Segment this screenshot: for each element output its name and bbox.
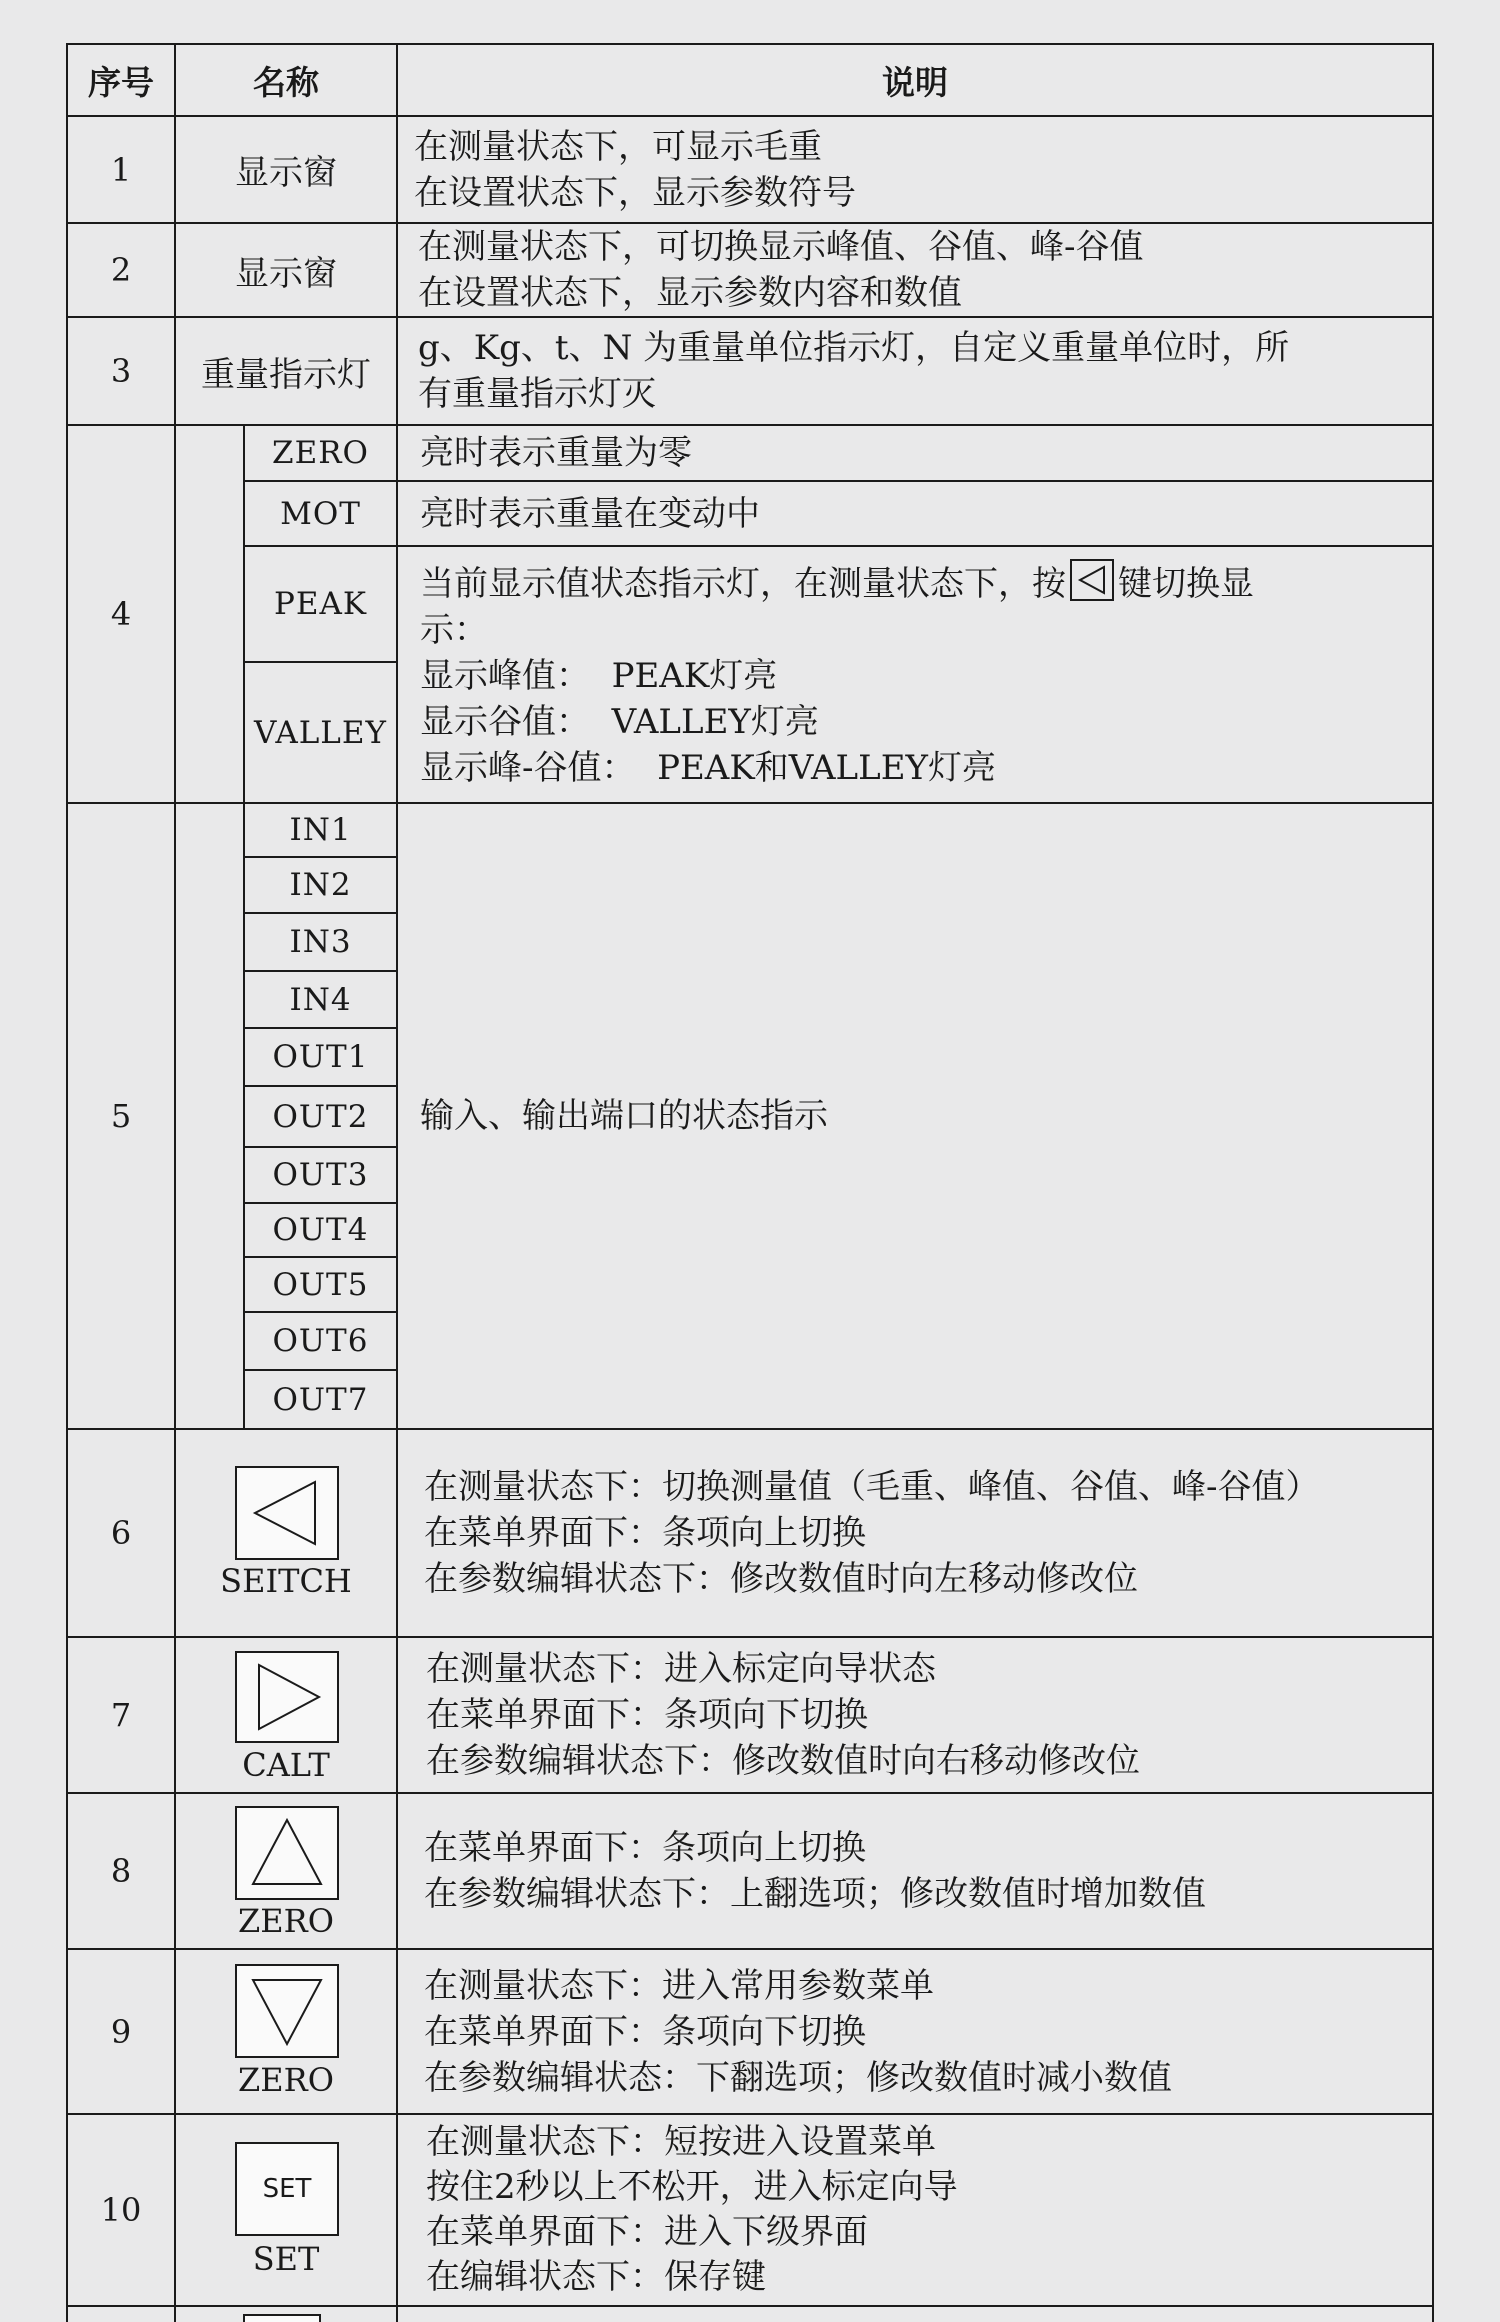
row-8-key-label: ZERO [238, 1902, 334, 1940]
row-6-key-label: SEITCH [220, 1562, 352, 1600]
port-in4: IN4 [289, 981, 352, 1018]
row-6-line-1: 在测量状态下：切换测量值（毛重、峰值、谷值、峰-谷值） [424, 1467, 1320, 1507]
peak-valley-line-4: 显示谷值： VALLEY灯亮 [420, 701, 819, 742]
port-in3: IN3 [289, 924, 352, 960]
row-7-index: 7 [110, 1696, 132, 1734]
set-key [235, 2142, 339, 2236]
row-1-index: 1 [110, 150, 132, 189]
row-10-description [426, 2115, 958, 2305]
row-4-index: 4 [110, 595, 132, 633]
row-2-line-1: 在测量状态下，可切换显示峰值、谷值、峰-谷值 [418, 227, 1144, 267]
peak-valley-line-1 [420, 559, 1254, 607]
row-7-line-3: 在参数编辑状态下：修改数值时向右移动修改位 [426, 1741, 1140, 1781]
peak-valley-line-3: 显示峰值： PEAK灯亮 [420, 655, 778, 696]
indicator-mot: MOT [280, 495, 361, 532]
row-7-key-label: CALT [242, 1746, 330, 1784]
row-8-line-2: 在参数编辑状态下：上翻选项；修改数值时增加数值 [424, 1874, 1206, 1914]
row-3-name: 重量指示灯 [201, 354, 371, 395]
peak-valley-description [420, 547, 1254, 802]
indicator-mot-description [420, 482, 760, 545]
port-out1: OUT1 [272, 1039, 369, 1075]
port-out7: OUT7 [272, 1381, 369, 1418]
peak-valley-line-2: 示： [420, 609, 488, 650]
indicator-mot-text: 亮时表示重量在变动中 [420, 493, 760, 534]
port-in1: IN1 [289, 812, 352, 848]
rule [1432, 43, 1434, 2322]
row-7-line-2: 在菜单界面下：条项向下切换 [426, 1695, 868, 1735]
row-1-description [414, 117, 856, 222]
row-8-description [424, 1794, 1206, 1948]
row-6-index: 6 [110, 1514, 132, 1552]
next-row-key-partial [243, 2314, 321, 2322]
indicator-valley: VALLEY [254, 714, 387, 751]
indicator-zero: ZERO [272, 435, 369, 471]
row-10-line-1: 在测量状态下：短按进入设置菜单 [426, 2122, 936, 2162]
row-2-name: 显示窗 [235, 253, 337, 294]
row-5-index: 5 [110, 1097, 132, 1135]
peak-valley-line-5: 显示峰-谷值： PEAK和VALLEY灯亮 [420, 747, 996, 788]
rule [66, 2305, 1434, 2307]
indicator-zero-text: 亮时表示重量为零 [420, 433, 692, 473]
row-2-description [418, 224, 1144, 316]
row-3-description [418, 318, 1289, 424]
row-6-line-3: 在参数编辑状态下：修改数值时向左移动修改位 [424, 1559, 1138, 1599]
port-out4: OUT4 [272, 1212, 369, 1248]
triangle-up-icon [235, 1806, 339, 1900]
row-6-line-2: 在菜单界面下：条项向上切换 [424, 1513, 866, 1553]
row-5-description [420, 804, 828, 1428]
row-1-line-1: 在测量状态下，可显示毛重 [414, 126, 822, 167]
peak-valley-line-1a: 当前显示值状态指示灯，在测量状态下，按 [420, 563, 1066, 604]
header-index: 序号 [88, 62, 154, 102]
row-9-line-1: 在测量状态下：进入常用参数菜单 [424, 1965, 934, 2006]
row-9-line-2: 在菜单界面下：条项向下切换 [424, 2011, 866, 2052]
header-name: 名称 [253, 62, 319, 102]
row-3-index: 3 [110, 352, 132, 390]
port-out2: OUT2 [272, 1098, 369, 1135]
row-7-line-1: 在测量状态下：进入标定向导状态 [426, 1649, 936, 1689]
triangle-left-icon [1070, 559, 1114, 601]
row-7-description [426, 1638, 1140, 1792]
row-2-index: 2 [110, 251, 132, 289]
row-1-line-2: 在设置状态下，显示参数符号 [414, 172, 856, 213]
row-5-text: 输入、输出端口的状态指示 [420, 1096, 828, 1136]
indicator-peak: PEAK [273, 586, 368, 622]
peak-valley-line-1b: 键切换显 [1118, 563, 1254, 604]
row-9-line-3: 在参数编辑状态：下翻选项；修改数值时减小数值 [424, 2057, 1172, 2098]
port-in2: IN2 [289, 867, 352, 903]
row-10-line-2: 按住2秒以上不松开，进入标定向导 [426, 2167, 958, 2207]
row-10-index: 10 [100, 2191, 142, 2229]
triangle-down-icon [235, 1964, 339, 2058]
indicator-zero-description [420, 426, 692, 480]
row-3-line-1: g、Kg、t、N 为重量单位指示灯，自定义重量单位时，所 [418, 328, 1290, 368]
port-out3: OUT3 [272, 1157, 369, 1193]
row-9-key-label: ZERO [238, 2061, 334, 2099]
header-description: 说明 [882, 62, 948, 102]
port-out5: OUT5 [272, 1266, 369, 1303]
row-10-key-label: SET [252, 2240, 320, 2278]
row-2-line-2: 在设置状态下，显示参数内容和数值 [418, 273, 962, 313]
row-9-index: 9 [110, 2012, 132, 2051]
triangle-right-icon [235, 1651, 339, 1743]
rule [396, 43, 398, 2322]
row-10-line-3: 在菜单界面下：进入下级界面 [426, 2212, 868, 2252]
row-10-line-4: 在编辑状态下：保存键 [426, 2257, 766, 2297]
set-key-text: SET [262, 2174, 312, 2204]
triangle-left-icon [235, 1466, 339, 1560]
row-6-description [424, 1430, 1320, 1636]
row-8-line-1: 在菜单界面下：条项向上切换 [424, 1828, 866, 1868]
port-out6: OUT6 [272, 1323, 369, 1359]
row-1-name: 显示窗 [235, 153, 337, 193]
row-3-line-2: 有重量指示灯灭 [418, 374, 656, 414]
row-9-description [424, 1950, 1172, 2113]
row-8-index: 8 [110, 1852, 132, 1890]
